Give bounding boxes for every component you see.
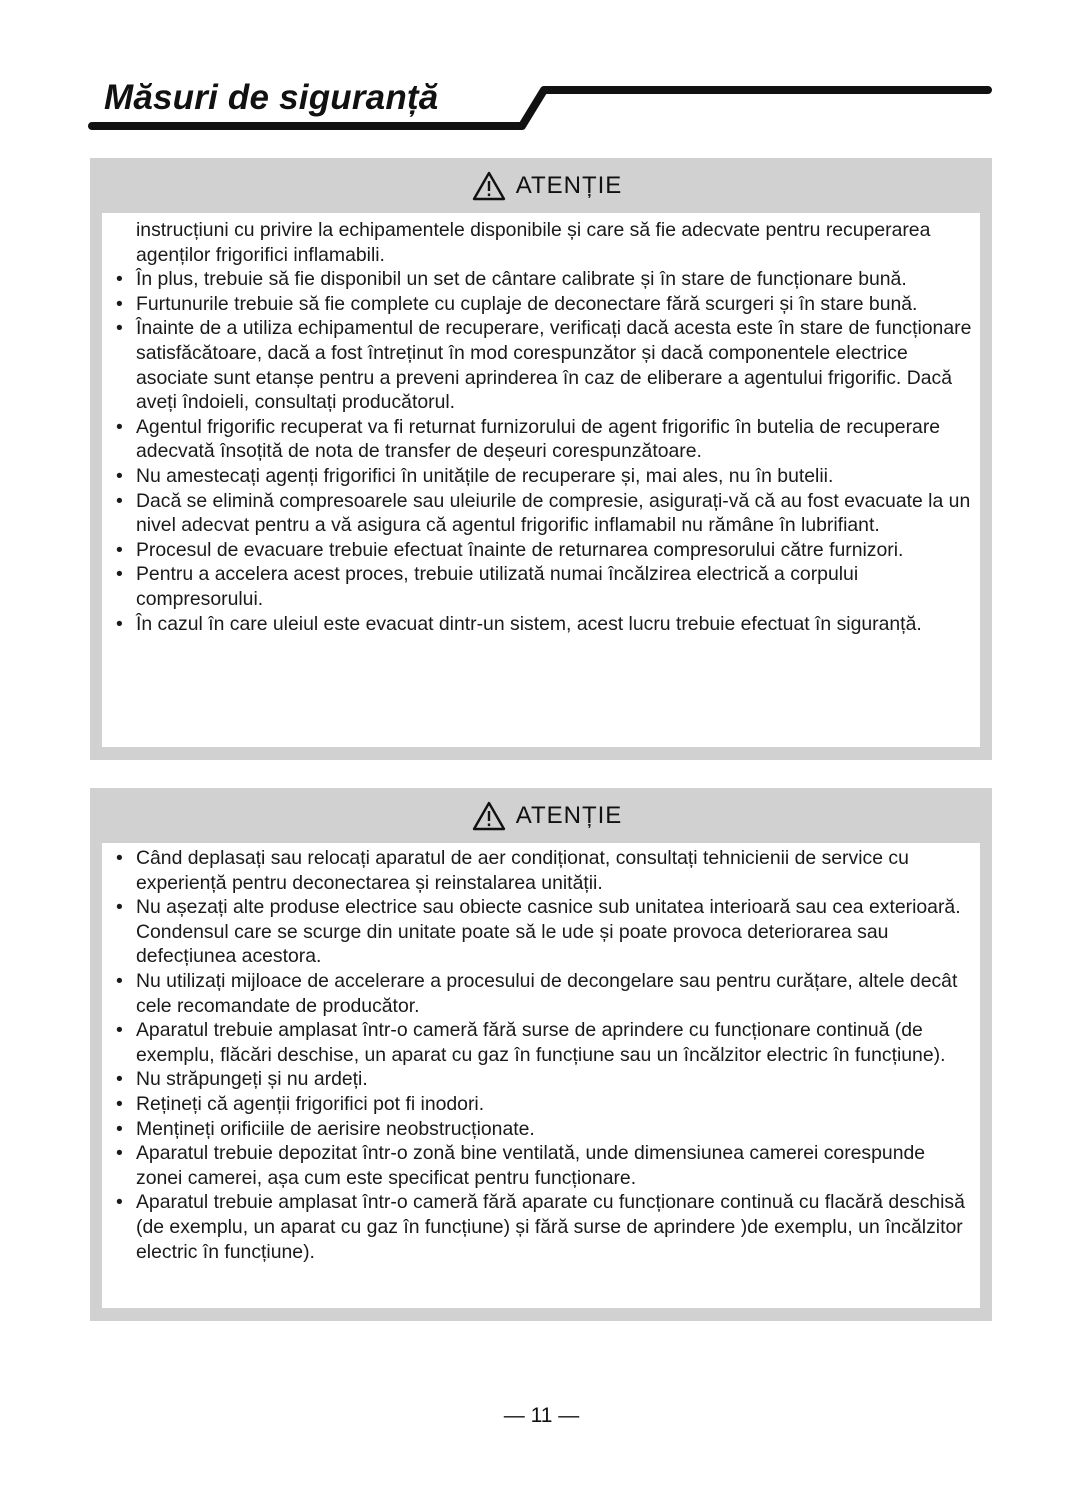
list-item: • Mențineți orificiile de aerisire neobstrucționate. <box>136 1117 972 1142</box>
list-item: • Aparatul trebuie depozitat într-o zonă bine ventilată, unde dimensiunea camerei corespunde zonei camerei, așa cum este specificat pentru funcționare. <box>136 1141 972 1190</box>
caution-heading: ATENȚIE <box>515 801 623 829</box>
list-item: • Aparatul trebuie amplasat într-o cameră fără surse de aprindere cu funcționare continuă (de exemplu, flăcări deschise, un aparat cu gaz în funcțiune sau un încălzitor electric în funcțiune). <box>136 1018 972 1067</box>
caution-list <box>102 843 980 1264</box>
warning-triangle-icon <box>472 171 506 201</box>
caution-panel-header <box>90 788 992 843</box>
list-item: • Dacă se elimină compresoarele sau uleiurile de compresie, asigurați-vă că au fost evacuate la un nivel adecvat pentru a vă asigura că agentul frigorific inflamabil nu rămâne în lubrifiant. <box>136 489 972 538</box>
list-item: • Nu așezați alte produse electrice sau obiecte casnice sub unitatea interioară sau cea exterioară. Condensul care se scurge din unitate poate să le ude și poate provoca deteriorarea sau defecțiunea acestora. <box>136 895 972 969</box>
caution-heading: ATENȚIE <box>515 171 623 199</box>
caution-list <box>102 213 980 636</box>
list-item: • Rețineți că agenții frigorifici pot fi inodori. <box>136 1092 972 1117</box>
list-item: instrucțiuni cu privire la echipamentele disponibile și care să fie adecvate pentru recuperarea agenților frigorifici inflamabili. <box>136 219 931 266</box>
title-underline-divider <box>0 0 1083 140</box>
caution-panel-header <box>90 158 992 213</box>
list-item: • Pentru a accelera acest proces, trebuie utilizată numai încălzirea electrică a corpului compresorului. <box>136 562 972 611</box>
list-item: • În plus, trebuie să fie disponibil un set de cântare calibrate și în stare de funcționare bună. <box>136 267 972 292</box>
caution-panel-body <box>102 213 980 747</box>
list-item: • Agentul frigorific recuperat va fi returnat furnizorului de agent frigorific în butelia de recuperare adecvată însoțită de nota de transfer de deșeuri corespunzătoare. <box>136 415 972 464</box>
list-item: • Nu amestecați agenți frigorifici în unitățile de recuperare și, mai ales, nu în butelii. <box>136 464 972 489</box>
list-item: • Înainte de a utiliza echipamentul de recuperare, verificați dacă acesta este în stare de funcționare satisfăcătoare, dacă a fost întreținut în mod corespunzător și dacă componentele electrice asociate sunt etanșe pentru a preveni aprinderea în caz de eliberare a agentului frigorific. Dacă aveți îndoieli, consultați producătorul. <box>136 316 972 414</box>
list-item: • Procesul de evacuare trebuie efectuat înainte de returnarea compresorului către furnizori. <box>136 538 972 563</box>
page-number: — 11 — <box>503 1404 580 1427</box>
caution-panel-2 <box>90 788 992 1321</box>
list-item: • Când deplasați sau relocați aparatul de aer condiționat, consultați tehnicienii de service cu experiență pentru deconectarea și reinstalarea unității. <box>136 846 972 895</box>
caution-panel-body <box>102 843 980 1308</box>
caution-panel-1 <box>90 158 992 760</box>
list-item: • Nu străpungeți și nu ardeți. <box>136 1067 972 1092</box>
list-item: • Nu utilizați mijloace de accelerare a procesului de decongelare sau pentru curățare, altele decât cele recomandate de producător. <box>136 969 972 1018</box>
list-item: • Furtunurile trebuie să fie complete cu cuplaje de deconectare fără scurgeri și în stare bună. <box>136 292 972 317</box>
page-title: Măsuri de siguranță <box>104 78 439 117</box>
list-item: • Aparatul trebuie amplasat într-o cameră fără aparate cu funcționare continuă cu flacără deschisă (de exemplu, un aparat cu gaz în funcțiune) și fără surse de aprindere )de exemplu, un încălzitor electric în funcțiune). <box>136 1190 972 1264</box>
list-item: • În cazul în care uleiul este evacuat dintr-un sistem, acest lucru trebuie efectuat în siguranță. <box>136 612 972 637</box>
warning-triangle-icon <box>472 801 506 831</box>
